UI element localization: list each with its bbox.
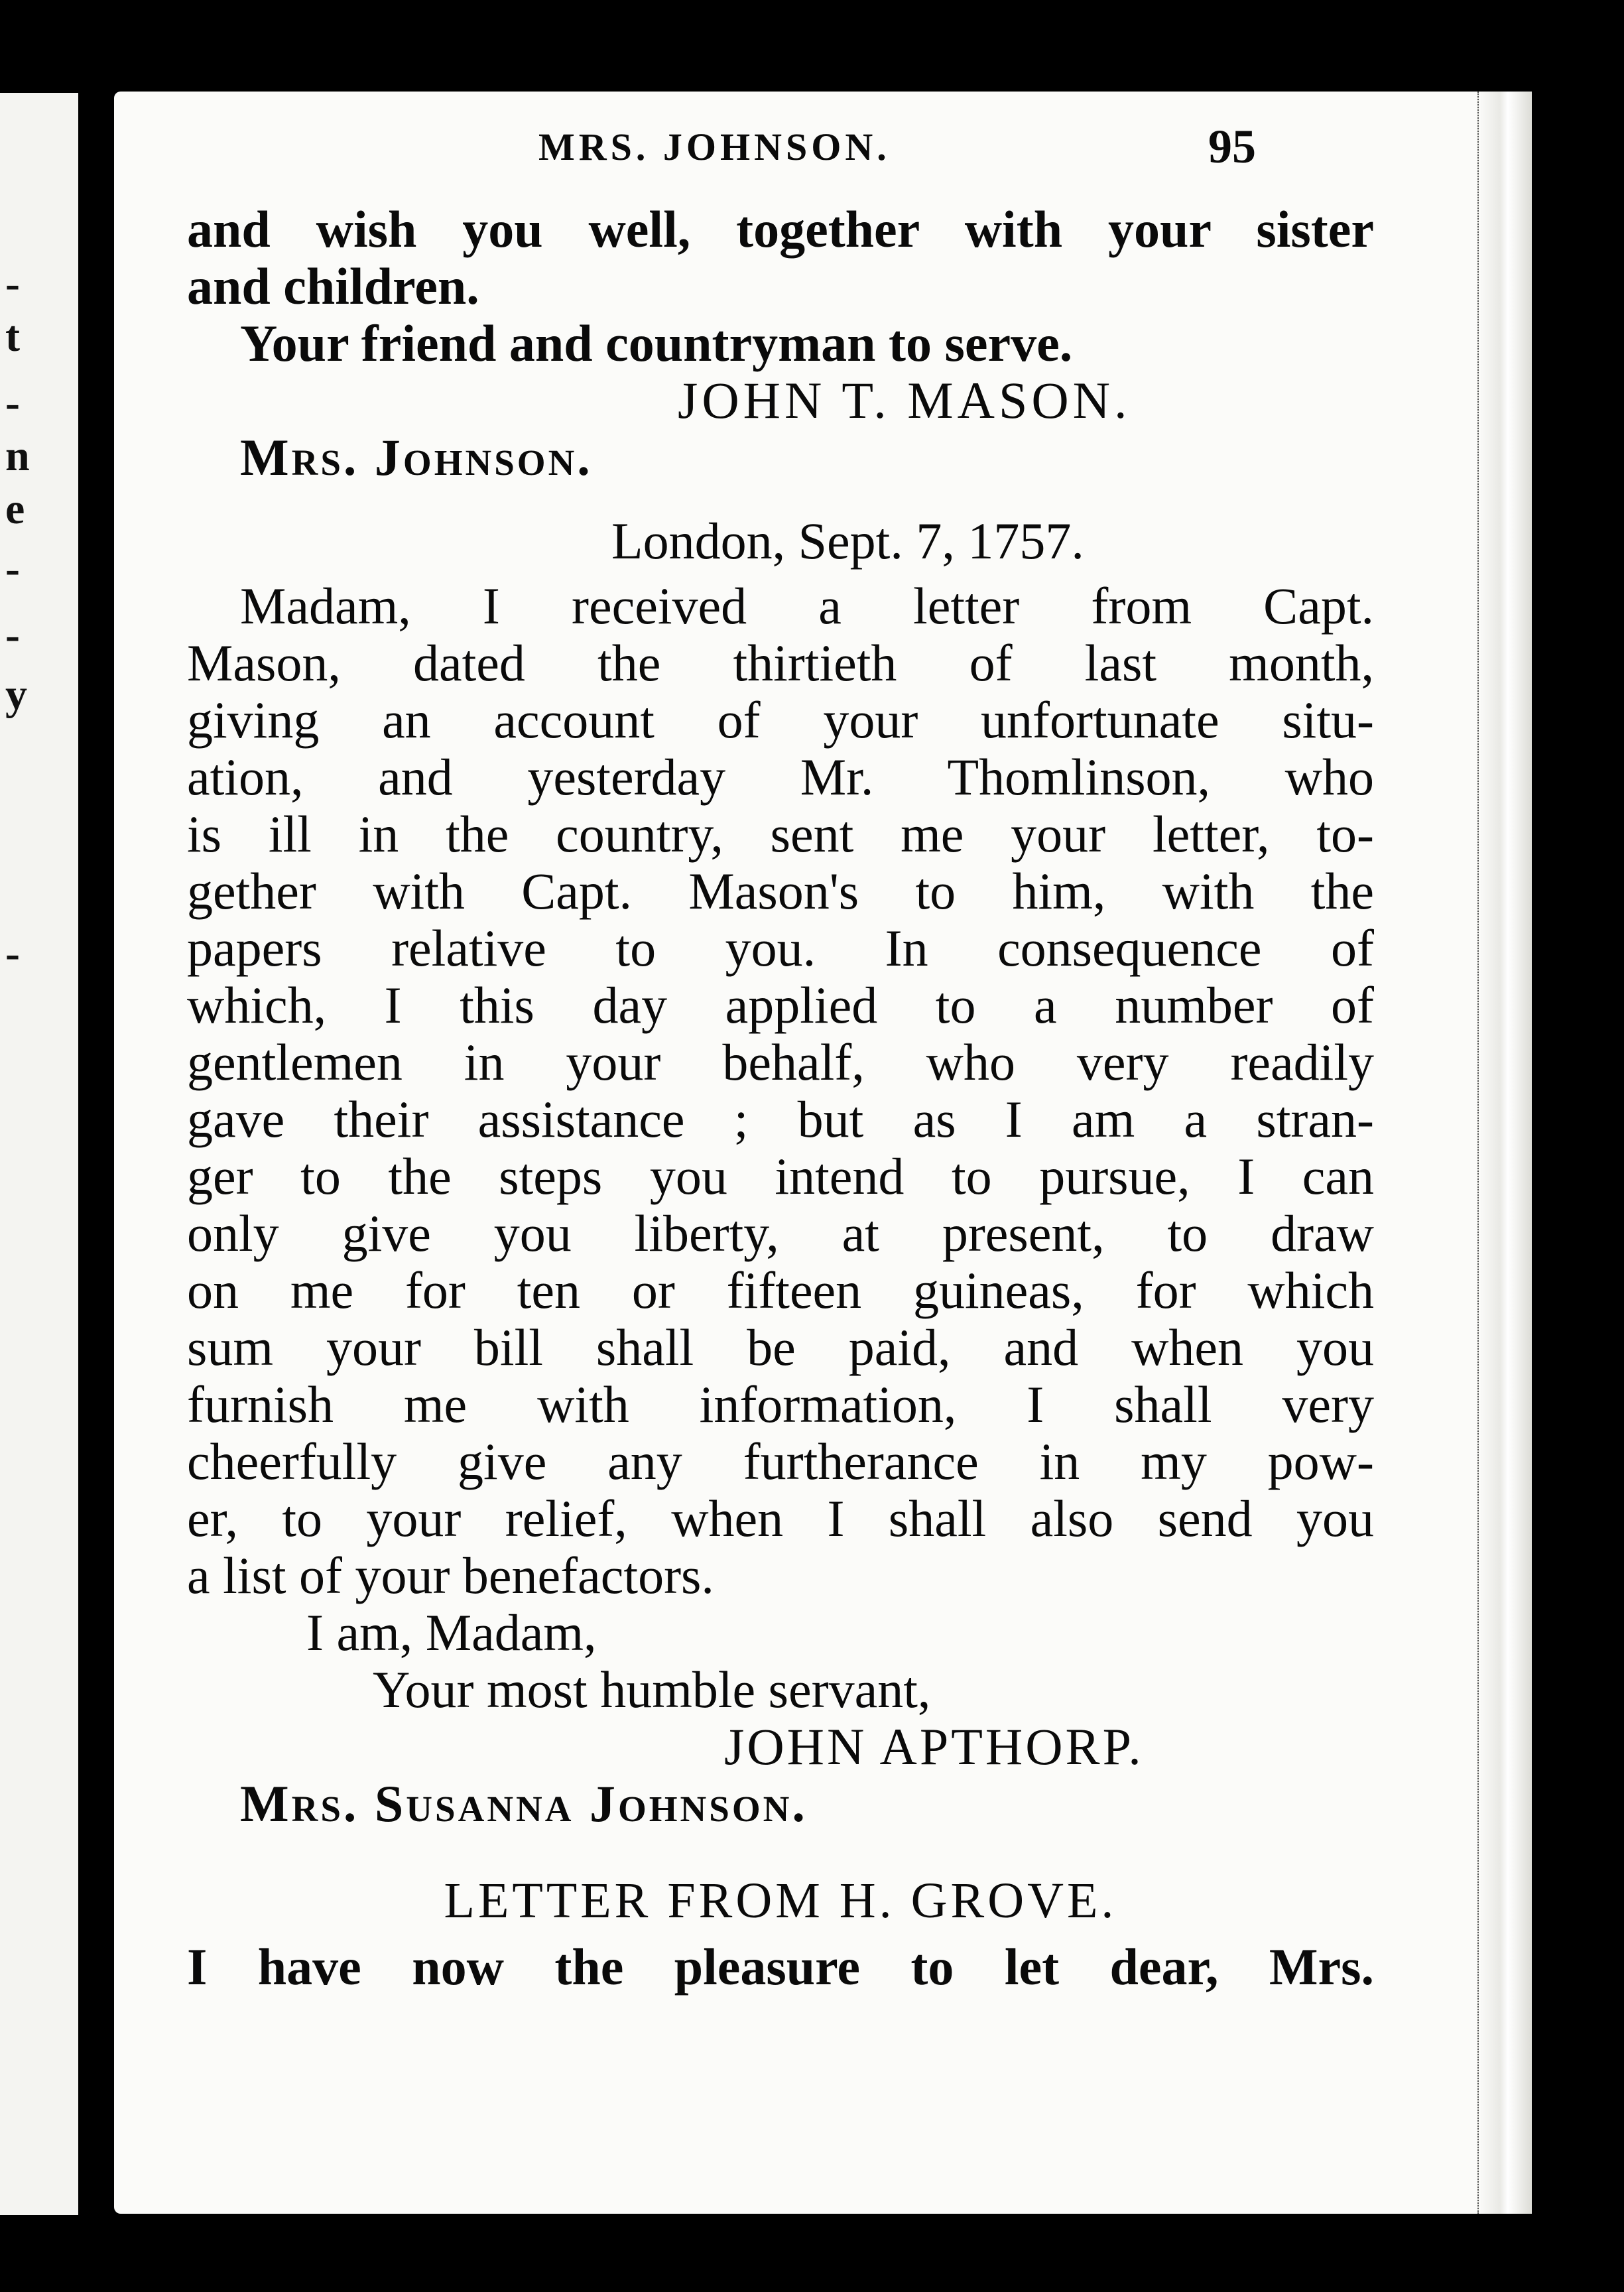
left-page-fragment: - bbox=[5, 544, 20, 593]
left-page-sliver bbox=[0, 93, 78, 2215]
text-line: ation, and yesterday Mr. Thomlinson, who bbox=[187, 748, 1374, 806]
left-page-fragment: t bbox=[5, 312, 20, 361]
text-line: gentlemen in your behalf, who very readily bbox=[187, 1033, 1374, 1091]
text-line: Your friend and countryman to serve. bbox=[240, 314, 1073, 372]
text-line: ger to the steps you intend to pursue, I can bbox=[187, 1147, 1374, 1205]
text-line: cheerfully give any furtherance in my pow- bbox=[187, 1432, 1374, 1490]
text-line: and wish you well, together with your sister bbox=[187, 200, 1374, 258]
page-text bbox=[187, 201, 1374, 1996]
left-page-fragment: - bbox=[5, 929, 20, 978]
valediction: Your most humble servant, bbox=[373, 1661, 931, 1718]
signature-mason: JOHN T. MASON. bbox=[678, 371, 1131, 429]
text-line: sum your bill shall be paid, and when you bbox=[187, 1318, 1374, 1376]
page-edge bbox=[1477, 92, 1532, 2214]
text-line: which, I this day applied to a number of bbox=[187, 976, 1374, 1034]
text-line: a list of your benefactors. bbox=[187, 1547, 714, 1604]
text-line: Madam, I received a letter from Capt. bbox=[240, 577, 1374, 635]
left-page-fragment: - bbox=[5, 611, 20, 659]
book-gutter bbox=[78, 80, 118, 2242]
addressee-susanna-johnson: Mrs. Susanna Johnson. bbox=[240, 1775, 808, 1832]
text-line: on me for ten or fifteen guineas, for which bbox=[187, 1261, 1374, 1319]
text-line: and children. bbox=[187, 257, 479, 315]
closing: I am, Madam, bbox=[306, 1604, 597, 1661]
book-page bbox=[114, 92, 1532, 2214]
text-line: gave their assistance ; but as I am a stran- bbox=[187, 1090, 1374, 1148]
left-page-fragment: e bbox=[5, 485, 25, 533]
left-page-fragment: n bbox=[5, 432, 30, 480]
text-line: papers relative to you. In consequence of bbox=[187, 919, 1374, 977]
text-line: giving an account of your unfortunate situ- bbox=[187, 691, 1374, 749]
left-page-fragment: - bbox=[5, 259, 20, 308]
page-number: 95 bbox=[1208, 120, 1256, 173]
text-line: furnish me with information, I shall very bbox=[187, 1375, 1374, 1433]
text-line: only give you liberty, at present, to draw bbox=[187, 1204, 1374, 1262]
running-head: MRS. JOHNSON. bbox=[538, 125, 891, 168]
left-page-fragment: - bbox=[5, 379, 20, 427]
signature-apthorp: JOHN APTHORP. bbox=[724, 1718, 1144, 1775]
text-line: er, to your relief, when I shall also send you bbox=[187, 1490, 1374, 1547]
text-line: Mason, dated the thirtieth of last month, bbox=[187, 634, 1374, 692]
text-line: is ill in the country, sent me your letter, to- bbox=[187, 805, 1374, 863]
text-line: gether with Capt. Mason's to him, with the bbox=[187, 862, 1374, 920]
addressee-johnson: Mrs. Johnson. bbox=[240, 428, 593, 486]
text-line: I have now the pleasure to let dear, Mrs. bbox=[187, 1938, 1374, 1996]
letter-date: London, Sept. 7, 1757. bbox=[611, 512, 1084, 570]
page-header bbox=[114, 111, 1532, 184]
section-heading: LETTER FROM H. GROVE. bbox=[444, 1873, 1117, 1929]
left-page-fragment: y bbox=[5, 670, 27, 719]
